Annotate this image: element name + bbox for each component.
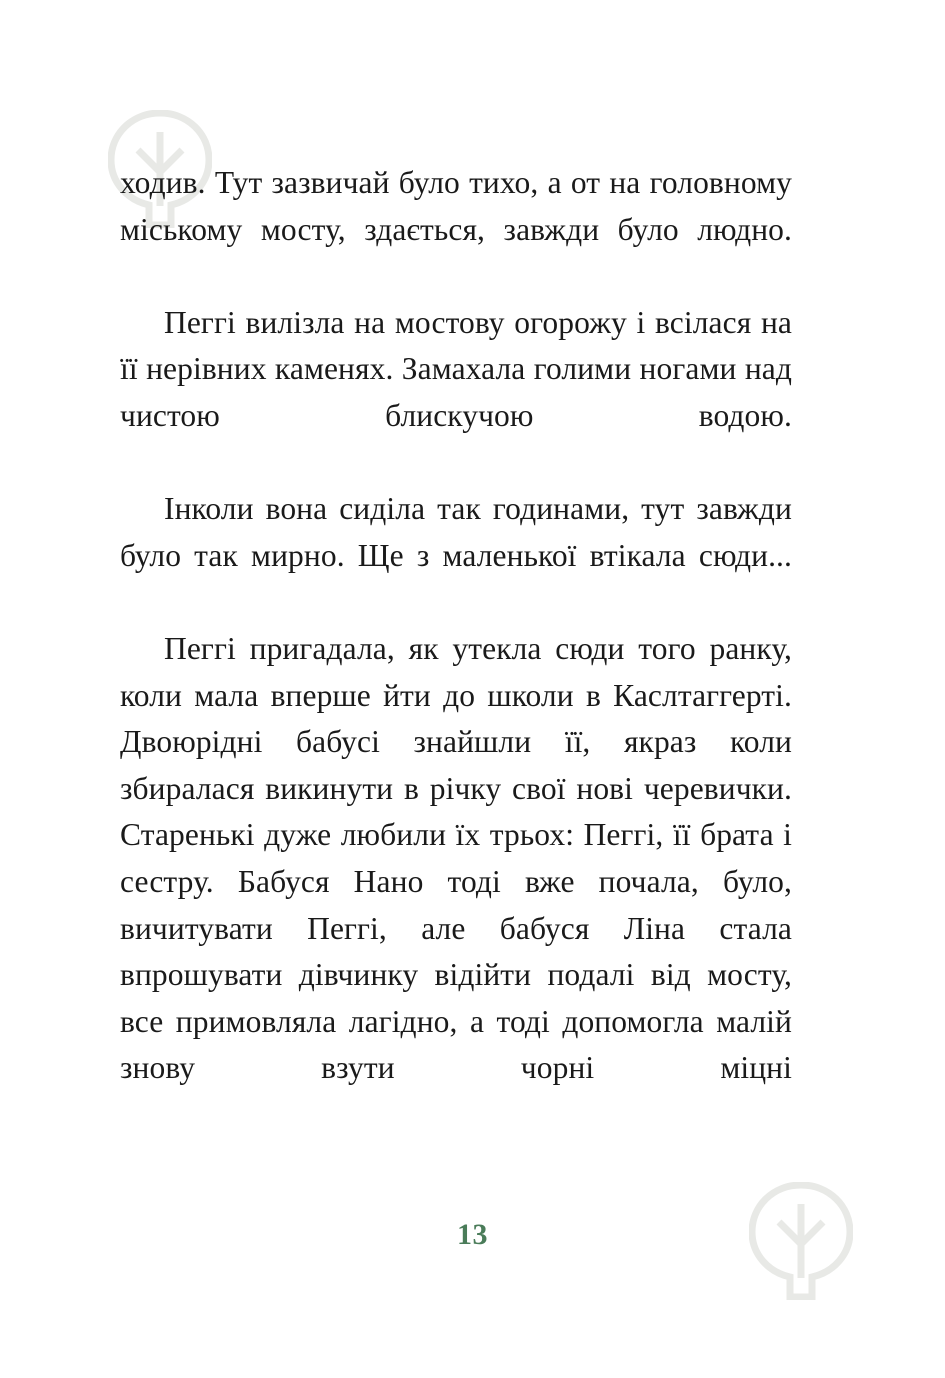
page-text-column [120,160,792,1138]
paragraph: ходив. Тут зазвичай було тихо, а от на головному міському мосту, здається, завжди було людно. [120,165,792,247]
paragraph: Пеггі вилізла на мостову огорожу і всілася на її нерівних каменях. Замахала голими ногами над чистою блискучою водою. [120,304,792,433]
paragraph: Інколи вона сиділа так годинами, тут завжди було так мирно. Ще з маленької втікала сюди... [120,491,792,573]
paragraph: Пеггі пригадала, як утекла сюди того ранку, коли мала вперше йти до школи в Каслтаггерті. Двоюрідні бабусі знайшли її, якраз коли збиралася викинути в річку свої нові черевички. Старенькі дуже любили їх трьох: Пеггі, її брата і сестру. Бабуся Нано тоді вже почала, було, вичитувати Пеггі, але бабуся Ліна стала впрошувати дівчинку відійти подалі від мосту, все примовляла лагідно, а тоді допомогла малій знову взути чорні міцні [120,630,792,1086]
page-number: 13 [457,1218,488,1251]
